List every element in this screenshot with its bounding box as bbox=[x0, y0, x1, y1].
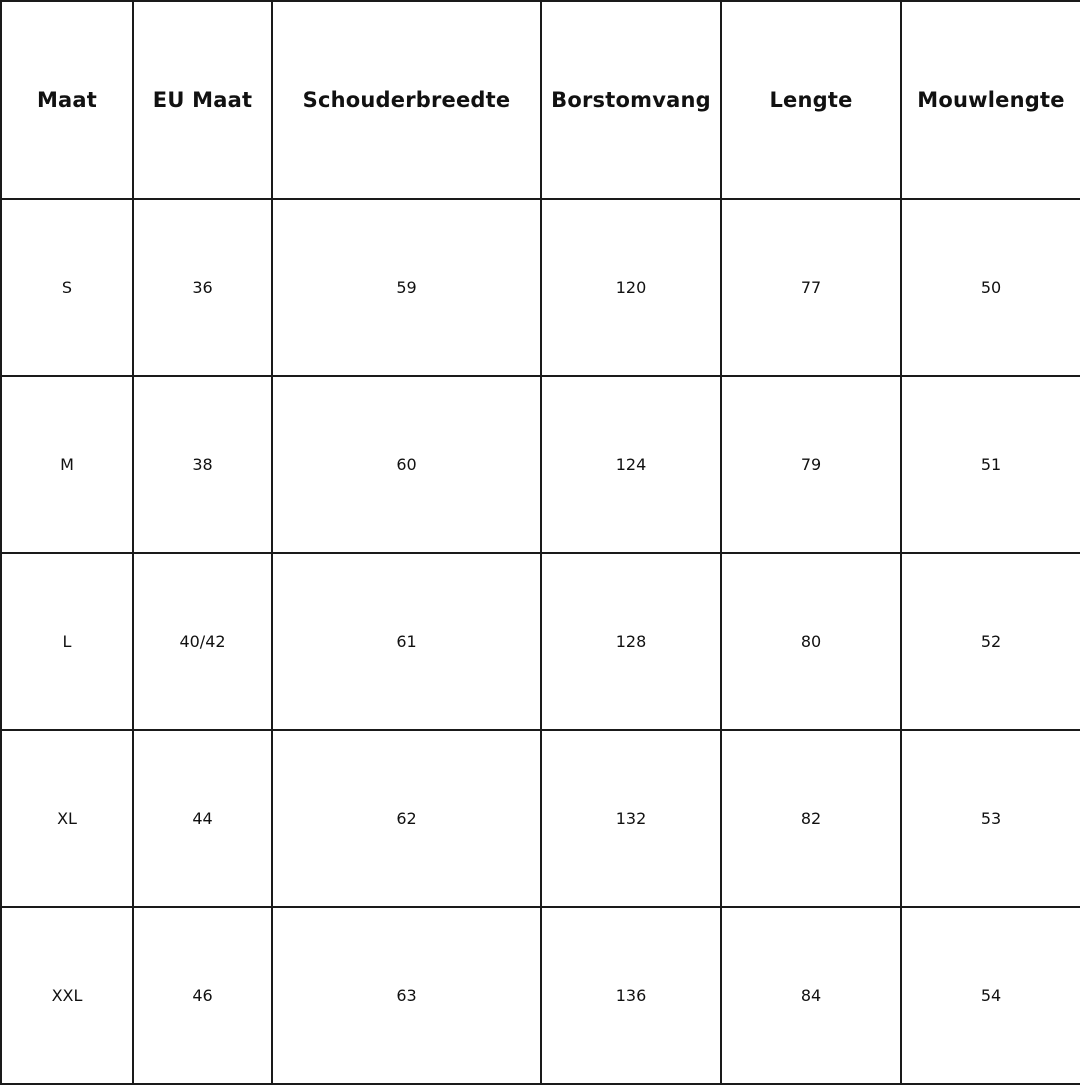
cell-maat: XL bbox=[1, 730, 133, 907]
cell-borstomvang: 120 bbox=[541, 199, 721, 376]
header-maat: Maat bbox=[1, 1, 133, 199]
cell-lengte: 80 bbox=[721, 553, 901, 730]
cell-mouwlengte: 53 bbox=[901, 730, 1080, 907]
cell-schouderbreedte: 63 bbox=[272, 907, 541, 1084]
cell-eu-maat: 46 bbox=[133, 907, 272, 1084]
header-lengte: Lengte bbox=[721, 1, 901, 199]
cell-lengte: 82 bbox=[721, 730, 901, 907]
cell-eu-maat: 44 bbox=[133, 730, 272, 907]
header-row bbox=[1, 1, 1080, 199]
table-row bbox=[1, 199, 1080, 376]
header-schouderbreedte: Schouderbreedte bbox=[272, 1, 541, 199]
header-eu-maat: EU Maat bbox=[133, 1, 272, 199]
cell-borstomvang: 136 bbox=[541, 907, 721, 1084]
cell-mouwlengte: 54 bbox=[901, 907, 1080, 1084]
cell-maat: L bbox=[1, 553, 133, 730]
table-row bbox=[1, 376, 1080, 553]
cell-schouderbreedte: 62 bbox=[272, 730, 541, 907]
cell-schouderbreedte: 61 bbox=[272, 553, 541, 730]
cell-eu-maat: 38 bbox=[133, 376, 272, 553]
cell-maat: XXL bbox=[1, 907, 133, 1084]
header-mouwlengte: Mouwlengte bbox=[901, 1, 1080, 199]
table-row bbox=[1, 730, 1080, 907]
cell-mouwlengte: 51 bbox=[901, 376, 1080, 553]
table-row bbox=[1, 907, 1080, 1084]
cell-borstomvang: 128 bbox=[541, 553, 721, 730]
cell-maat: S bbox=[1, 199, 133, 376]
cell-lengte: 79 bbox=[721, 376, 901, 553]
cell-borstomvang: 132 bbox=[541, 730, 721, 907]
cell-schouderbreedte: 59 bbox=[272, 199, 541, 376]
cell-maat: M bbox=[1, 376, 133, 553]
cell-mouwlengte: 50 bbox=[901, 199, 1080, 376]
table-row bbox=[1, 553, 1080, 730]
cell-lengte: 84 bbox=[721, 907, 901, 1084]
cell-lengte: 77 bbox=[721, 199, 901, 376]
cell-eu-maat: 40/42 bbox=[133, 553, 272, 730]
cell-mouwlengte: 52 bbox=[901, 553, 1080, 730]
cell-borstomvang: 124 bbox=[541, 376, 721, 553]
header-borstomvang: Borstomvang bbox=[541, 1, 721, 199]
cell-eu-maat: 36 bbox=[133, 199, 272, 376]
cell-schouderbreedte: 60 bbox=[272, 376, 541, 553]
